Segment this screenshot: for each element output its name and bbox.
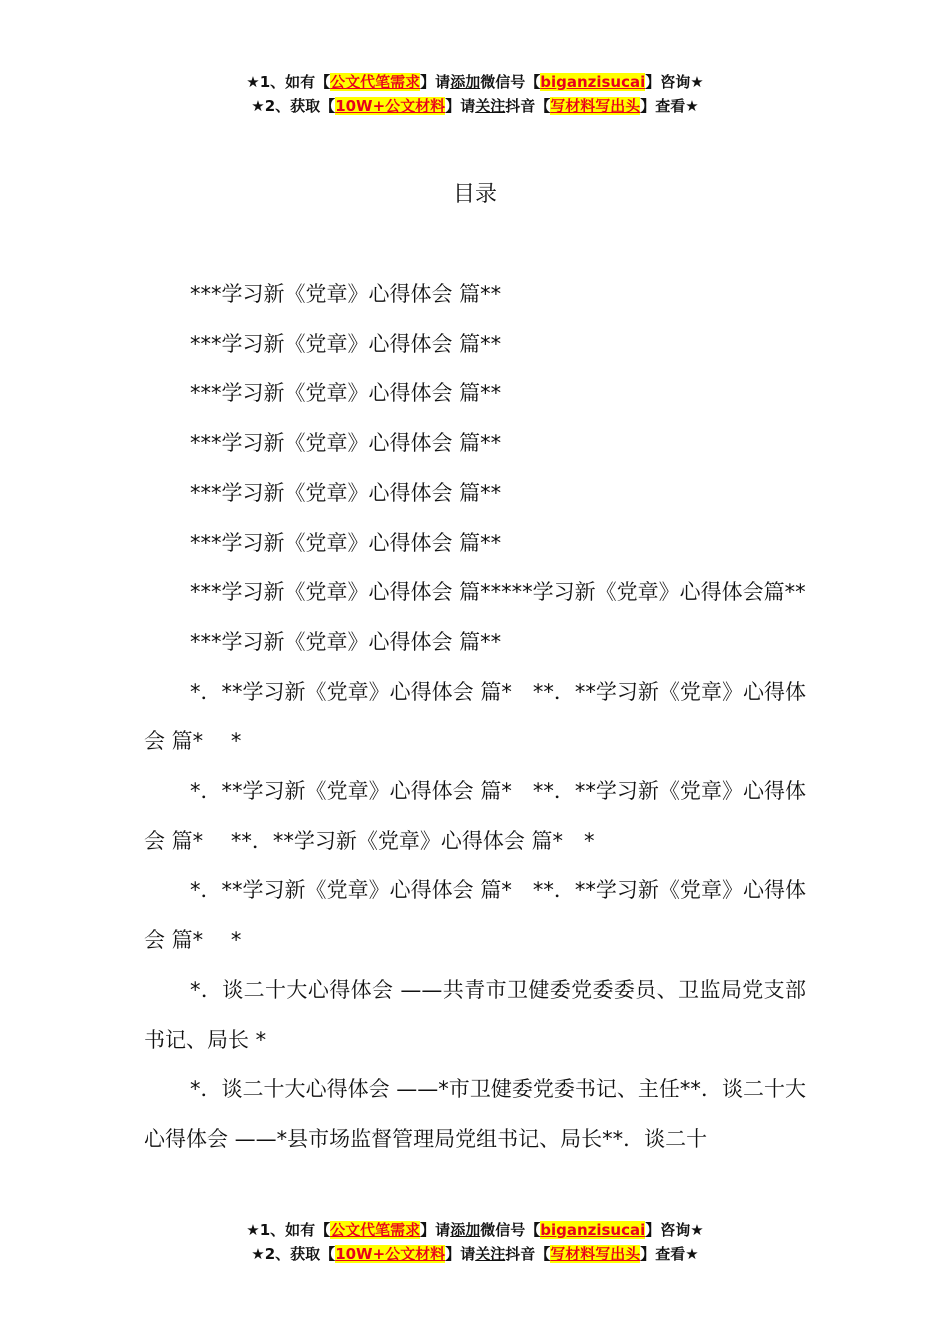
footer-banner <box>0 1218 950 1266</box>
toc-entry: ***学习新《党章》心得体会 篇** <box>190 331 502 356</box>
wechat-id: biganzisucai <box>540 73 646 91</box>
banner-line-2: ★2、获取【10W+公文材料】请关注抖音【写材料写出头】查看★ <box>251 1245 699 1263</box>
douyin-account: 写材料写出头 <box>550 97 641 115</box>
table-of-contents <box>144 270 806 1165</box>
page-title: 目录 <box>452 182 497 207</box>
banner-line-2: ★2、获取【10W+公文材料】请关注抖音【写材料写出头】查看★ <box>251 97 699 115</box>
toc-entry: *．**学习新《党章》心得体会 篇* **．**学习新《党章》心得体会 篇* * <box>144 679 806 754</box>
toc-entry: *．谈二十大心得体会 ——*市卫健委党委书记、主任**．谈二十大心得体会 ——*县市场监督管理局党组书记、局长**．谈二十 <box>144 1077 806 1151</box>
highlight-text: 10W+公文材料 <box>335 97 446 115</box>
douyin-account: 写材料写出头 <box>550 1245 641 1263</box>
toc-entry: ***学习新《党章》心得体会 篇** <box>190 381 502 406</box>
highlight-text: 10W+公文材料 <box>335 1245 446 1263</box>
highlight-text: 公文代笔需求 <box>330 73 421 91</box>
toc-entry: *．谈二十大心得体会 ——共青市卫健委党委委员、卫监局党支部书记、局长 * <box>144 977 806 1052</box>
toc-entry: ***学习新《党章》心得体会 篇** <box>190 480 502 505</box>
toc-entry: ***学习新《党章》心得体会 篇** <box>190 530 502 555</box>
toc-entry: *．**学习新《党章》心得体会 篇* **．**学习新《党章》心得体会 篇* * <box>144 878 806 953</box>
wechat-id: biganzisucai <box>540 1221 646 1239</box>
banner-line-1: ★1、如有【公文代笔需求】请添加微信号【biganzisucai】咨询★ <box>246 1221 704 1239</box>
header-banner <box>0 70 950 118</box>
toc-entry: ***学习新《党章》心得体会 篇** <box>190 431 502 456</box>
highlight-text: 公文代笔需求 <box>330 1221 421 1239</box>
banner-line-1: ★1、如有【公文代笔需求】请添加微信号【biganzisucai】咨询★ <box>246 73 704 91</box>
toc-entry: ***学习新《党章》心得体会 篇** <box>190 629 502 654</box>
toc-entry: ***学习新《党章》心得体会 篇** <box>190 282 502 306</box>
toc-entry: *．**学习新《党章》心得体会 篇* **．**学习新《党章》心得体会 篇* **．**学习新《党章》心得体会 篇* * <box>144 779 806 853</box>
toc-entry: ***学习新《党章》心得体会 篇*****学习新《党章》心得体会篇** <box>190 580 806 605</box>
